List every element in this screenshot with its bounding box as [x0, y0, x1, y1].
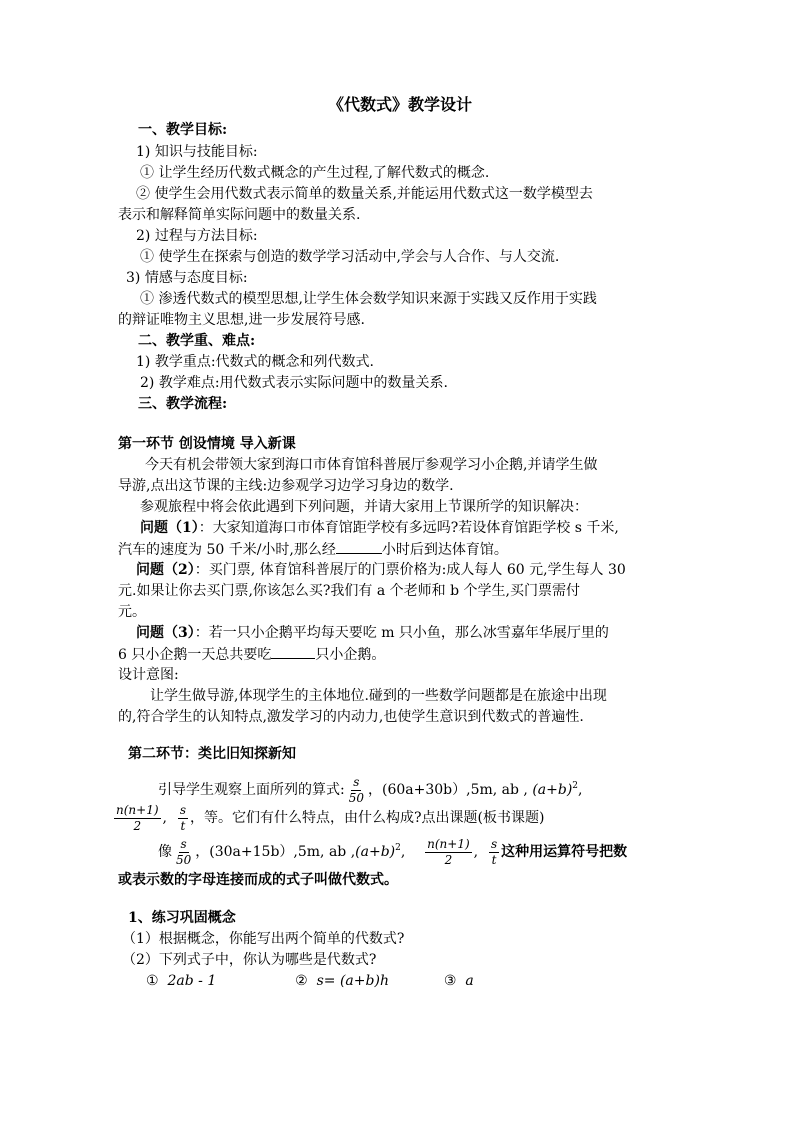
question-3: [136, 623, 609, 643]
question-3-label: 问题（3）: [136, 625, 195, 641]
link2-line-2: $\frac{n(n+1)}{2}$ , $\frac{s}{t}$ ，等。它们有什么特点，由什么构成?点出课题(板书课题): [116, 802, 545, 833]
section-heading-key-points: 二、教学重、难点:: [138, 333, 256, 349]
link2-line-1: 引导学生观察上面所列的算式: $\frac{s}{50}$ ，(60a+30b）,5m, ab , $(a+b)^2$,: [158, 774, 583, 805]
fraction-denominator: 2: [444, 852, 453, 867]
answer-blank-3: [271, 644, 315, 659]
question-3-text-part1: 6 只小企鹅一天总共要吃: [118, 647, 272, 663]
question-1-cont: [118, 539, 508, 560]
option-1-expression: 2ab - 1: [167, 973, 217, 989]
question-3-text-part2: 只小企鹅。: [315, 647, 386, 663]
process-goal-1: ① 使学生在探索与创造的数学学习活动中,学会与人合作、与人交流.: [140, 249, 560, 265]
question-1-label: 问题（1）: [140, 520, 199, 536]
expr-a-plus-b: (a+b): [532, 782, 573, 798]
answer-blank-1: [336, 539, 382, 554]
question-1: [140, 518, 619, 538]
link2-heading: 第二环节：类比旧知探新知: [128, 746, 296, 762]
question-1-text-part1: 汽车的速度为 50 千米/小时,那么经: [118, 542, 336, 558]
expr-a-plus-b: (a+b): [355, 844, 396, 860]
attitude-goal-1: ① 渗透代数式的模型思想,让学生体会数学知识来源于实践又反作用于实践: [140, 291, 597, 307]
question-2-label: 问题（2）: [136, 562, 195, 578]
question-2-end: 元。: [118, 604, 146, 620]
exponent-2: 2: [572, 781, 579, 791]
fraction-numerator: s: [491, 836, 498, 851]
fraction-numerator: s: [179, 802, 187, 817]
question-3-text: ：若一只小企鹅平均每天要吃 m 只小鱼，那么冰雪嘉年华展厅里的: [194, 625, 609, 641]
practice-question-1: （1）根据概念，你能写出两个简单的代数式?: [122, 931, 405, 947]
algebraic-expression-definition: 或表示数的字母连接而成的式子叫做代数式。: [118, 872, 398, 888]
key-point: 1) 教学重点:代数式的概念和列代数式.: [136, 354, 374, 370]
knowledge-goal-1: ① 让学生经历代数式概念的产生过程,了解代数式的概念.: [140, 165, 490, 181]
link2-line-1-expr: ，(60a+30b）,5m, ab ,: [368, 782, 528, 798]
fraction-s-over-t: [178, 803, 188, 834]
fraction-s-over-t-b: [489, 837, 499, 868]
attitude-goal-label: 3) 情感与态度目标:: [126, 270, 248, 286]
attitude-goal-1-cont: 的辩证唯物主义思想,进一步发展符号感.: [118, 312, 365, 328]
link2-line-3: 像 $\frac{s}{50}$ ，(30a+15b）,5m, ab $,(a+b)^2$, $\frac{n(n+1)}{2}$ , $\frac{s}{t}$ 这种用运算符号把数: [158, 836, 628, 867]
fraction-denominator: t: [180, 818, 186, 833]
option-3-number: ③: [443, 973, 457, 989]
design-intent-1: 让学生做导游,体现学生的主体地位.碰到的一些数学问题都是在旅途中出现: [150, 688, 607, 704]
option-3-expression: a: [465, 973, 474, 989]
design-intent-label: 设计意图:: [118, 667, 179, 683]
question-2: [136, 560, 626, 580]
link2-line-1-text: 引导学生观察上面所列的算式:: [158, 782, 345, 798]
expr-a-plus-b-squared: [532, 782, 578, 798]
fraction-numerator: n(n+1): [427, 836, 470, 851]
fraction-n-n-plus-1-over-2: [114, 803, 161, 834]
section-heading-objectives: 一、教学目标:: [138, 122, 228, 138]
link1-intro-2: 导游,点出这节课的主线:边参观学习边学习身边的数学.: [118, 478, 454, 494]
option-2-expression: s= (a+b)h: [316, 973, 389, 989]
fraction-denominator: 50: [348, 790, 364, 805]
fraction-numerator: n(n+1): [116, 802, 159, 817]
design-intent-2: 的,符合学生的认知特点,激发学习的内动力,也使学生意识到代数式的普遍性.: [118, 709, 584, 725]
fraction-denominator: 50: [176, 852, 192, 867]
question-1-text-part2: 小时后到达体育馆。: [381, 542, 508, 558]
exponent-2: 2: [395, 843, 401, 853]
link2-line-3-expr: ，(30a+15b）,5m, ab ,: [195, 844, 356, 860]
document-title: 《代数式》教学设计: [328, 95, 473, 114]
link1-intro-3: 参观旅程中将会依此遇到下列问题，并请大家用上节课所学的知识解决：: [140, 499, 588, 515]
option-2-number: ②: [295, 973, 308, 989]
link2-line-3-prefix: 像: [158, 844, 172, 860]
question-3-cont: [118, 644, 385, 665]
link1-intro-1: 今天有机会带领大家到海口市体育馆科普展厅参观学习小企鹅,并请学生做: [145, 457, 598, 473]
knowledge-goal-2-cont: 表示和解释简单实际问题中的数量关系.: [118, 207, 361, 223]
fraction-n-n-plus-1-over-2-b: [425, 837, 472, 868]
process-goal-label: 2) 过程与方法目标:: [136, 228, 258, 244]
section-heading-process: 三、教学流程:: [138, 396, 228, 412]
link2-line-2-text: ，等。它们有什么特点，由什么构成?点出课题(板书课题): [190, 810, 545, 826]
question-2-cont: 元.如果让你去买门票,你该怎么买?我们有 a 个老师和 b 个学生,买门票需付: [118, 583, 580, 599]
fraction-denominator: 2: [133, 818, 142, 833]
expr-a-plus-b-squared-b: [355, 844, 401, 860]
practice-question-2: （2）下列式子中，你认为哪些是代数式?: [122, 952, 377, 968]
option-1-number: ①: [146, 973, 159, 989]
link1-heading: 第一环节 创设情境 导入新课: [118, 436, 296, 452]
practice-heading: 1、练习巩固概念: [128, 910, 236, 926]
question-1-text: ：大家知道海口市体育馆距学校有多远吗?若设体育馆距学校 s 千米,: [198, 520, 619, 536]
knowledge-goal-2: ② 使学生会用代数式表示简单的数量关系,并能运用代数式这一数学模型去: [136, 186, 593, 202]
fraction-s-over-50-b: [174, 837, 193, 868]
difficult-point: 2) 教学难点:用代数式表示实际问题中的数量关系.: [140, 375, 448, 391]
fraction-denominator: t: [491, 852, 497, 867]
knowledge-goal-label: 1) 知识与技能目标:: [136, 144, 258, 160]
fraction-numerator: s: [353, 774, 360, 789]
question-2-text: ：买门票, 体育馆科普展厅的门票价格为:成人每人 60 元,学生每人 30: [194, 562, 626, 578]
fraction-numerator: s: [180, 836, 187, 851]
link2-line-3-definition: 这种用运算符号把数: [501, 844, 628, 860]
practice-options: [146, 971, 474, 991]
